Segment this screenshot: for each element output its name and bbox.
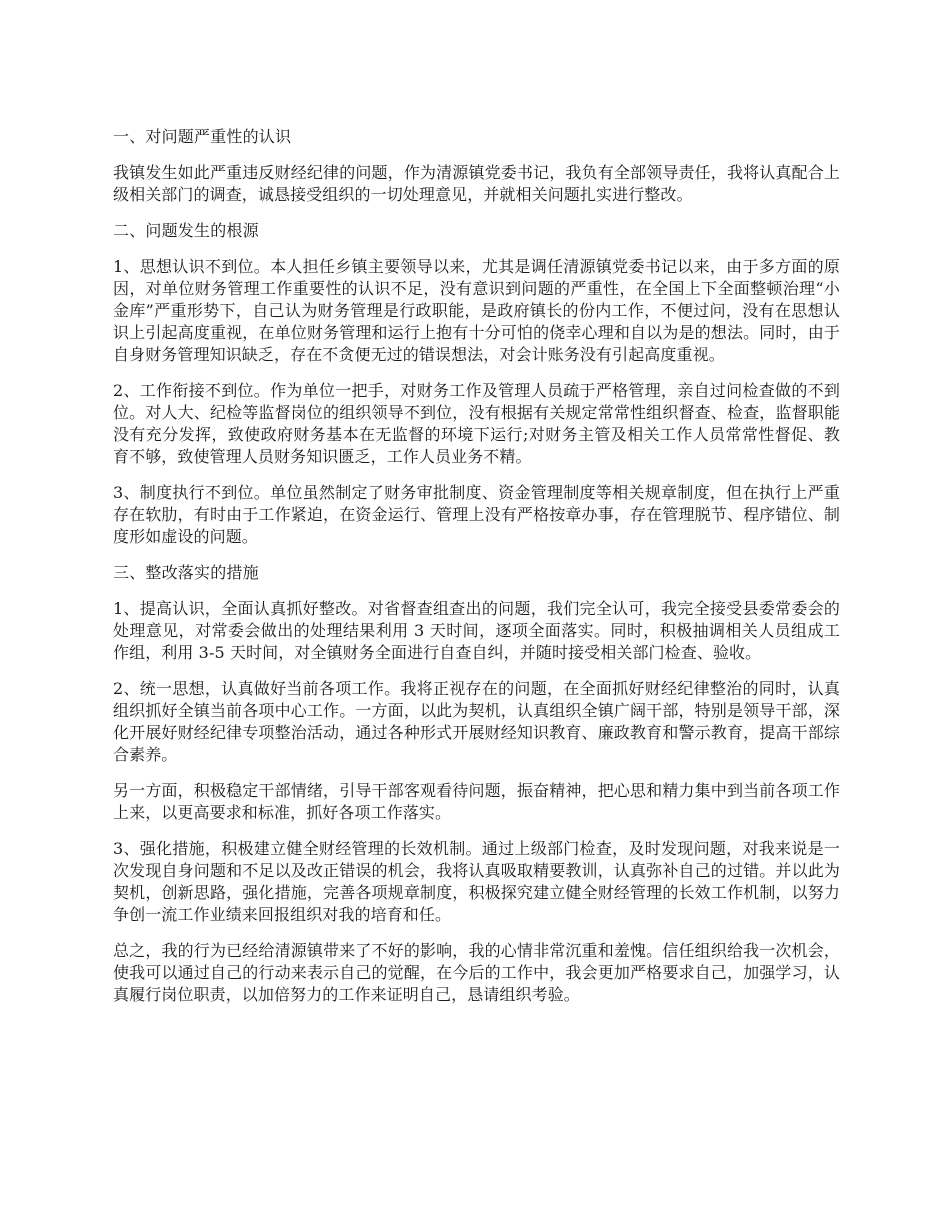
- paragraph-conclusion: 总之，我的行为已经给清源镇带来了不好的影响，我的心情非常沉重和羞愧。信任组织给我一次机会，使我可以通过自己的行动来表示自己的觉醒，在今后的工作中，我会更加严格要求自己，加强学习，认真履行岗位职责，以加倍努力的工作来证明自己，恳请组织考验。: [113, 941, 840, 1004]
- paragraph-measure-3: 3、强化措施，积极建立健全财经管理的长效机制。通过上级部门检查，及时发现问题，对我来说是一次发现自身问题和不足以及改正错误的机会，我将认真吸取精要教训，认真弥补自己的过错。并以此为契机，创新思路，强化措施，完善各项规章制度，积极探究建立健全财经管理的长效工作机制，以努力争创一流工作业绩来回报组织对我的培育和任。: [113, 839, 840, 924]
- paragraph-root-cause-1: 1、思想认识不到位。本人担任乡镇主要领导以来，尤其是调任清源镇党委书记以来，由于多方面的原因，对单位财务管理工作重要性的认识不足，没有意识到问题的严重性，在全国上下全面整顿治理“小金库”严重形势下，自己认为财务管理是行政职能，是政府镇长的份内工作，不便过问，没有在思想认识上引起高度重视，在单位财务管理和运行上抱有十分可怕的侥幸心理和自以为是的想法。同时，由于自身财务管理知识缺乏，存在不贪便无过的错误想法，对会计账务没有引起高度重视。: [113, 257, 840, 364]
- paragraph-root-cause-3: 3、制度执行不到位。单位虽然制定了财务审批制度、资金管理制度等相关规章制度，但在执行上严重存在软肋，有时由于工作紧迫，在资金运行、管理上没有严格按章办事，存在管理脱节、程序错位、制度形如虚设的问题。: [113, 483, 840, 546]
- paragraph-measure-1: 1、提高认识，全面认真抓好整改。对省督查组查出的问题，我们完全认可，我完全接受县委常委会的处理意见，对常委会做出的处理结果利用 3 天时间，逐项全面落实。同时，积极抽调相关人员组成工作组，利用 3-5 天时间，对全镇财务全面进行自查自纠，并随时接受相关部门检查、验收。: [113, 599, 840, 662]
- section-heading-3: 三、整改落实的措施: [113, 563, 259, 582]
- paragraph-measure-2-continued: 另一方面，积极稳定干部情绪，引导干部客观看待问题，振奋精神，把心思和精力集中到当前各项工作上来，以更高要求和标准，抓好各项工作落实。: [113, 781, 840, 822]
- section-heading-2: 二、问题发生的根源: [113, 221, 259, 240]
- paragraph-intro: 我镇发生如此严重违反财经纪律的问题，作为清源镇党委书记，我负有全部领导责任，我将认真配合上级相关部门的调查，诚恳接受组织的一切处理意见，并就相关问题扎实进行整改。: [113, 163, 840, 204]
- section-heading-1: 一、对问题严重性的认识: [113, 127, 292, 146]
- paragraph-root-cause-2: 2、工作衔接不到位。作为单位一把手，对财务工作及管理人员疏于严格管理，亲自过问检查做的不到位。对人大、纪检等监督岗位的组织领导不到位，没有根据有关规定常常性组织督查、检查，监督职能没有充分发挥，致使政府财务基本在无监督的环境下运行;对财务主管及相关工作人员常常性督促、教育不够，致使管理人员财务知识匮乏，工作人员业务不精。: [113, 381, 840, 466]
- paragraph-measure-2: 2、统一思想，认真做好当前各项工作。我将正视存在的问题，在全面抓好财经纪律整治的同时，认真组织抓好全镇当前各项中心工作。一方面，以此为契机，认真组织全镇广阔干部，特别是领导干部，深化开展好财经纪律专项整治活动，通过各种形式开展财经知识教育、廉政教育和警示教育，提高干部综合素养。: [113, 679, 840, 764]
